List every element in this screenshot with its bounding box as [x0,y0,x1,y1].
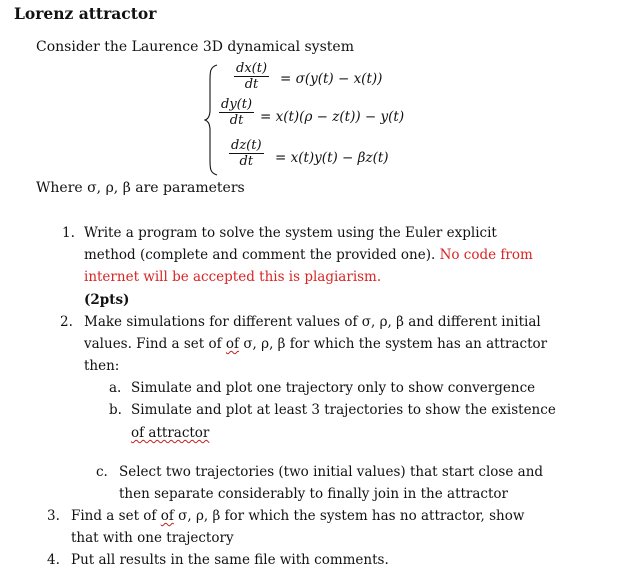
page-title: Lorenz attractor [14,4,157,23]
sub-item-c-marker: c. [96,464,108,480]
item-1-line-2-text: method (complete and comment the provided one). [84,247,436,263]
item-2-line-3: then: [84,358,120,374]
item-2-line-2-params: σ, ρ, β for which the system has an attractor [243,336,548,352]
equation-1-numerator: dx(t) [236,61,268,76]
sub-item-a-text: Simulate and plot one trajectory only to show convergence [131,380,536,396]
parameters-note: Where σ, ρ, β are parameters [36,180,245,196]
sub-item-c-line-1: Select two trajectories (two initial values) that start close and [119,464,544,480]
intro-text: Consider the Laurence 3D dynamical system [36,39,354,55]
equation-3-numerator: dz(t) [231,138,262,153]
equation-3-fraction [229,138,264,169]
sub-item-b-line-2: of attractor [131,425,210,441]
item-3-line-2: that with one trajectory [71,530,234,546]
duplicate-word-of-2: of [160,508,174,524]
item-2-line-2 [84,336,547,352]
item-4-marker: 4. [47,552,60,568]
plagiarism-warning-start: No code from [439,247,533,263]
sub-item-c-line-2: then separate considerably to finally join in the attractor [119,486,508,502]
item-3-line-1-text: Find a set of [71,508,157,524]
sub-item-b-marker: b. [109,402,122,418]
item-4-line-1: Put all results in the same file with comments. [71,552,389,568]
equation-2-rhs: = x(t)(ρ − z(t)) − y(t) [260,109,405,125]
item-1-line-1: Write a program to solve the system using the Euler explicit [84,225,497,241]
item-1-points: (2pts) [84,292,130,308]
left-brace [204,64,218,176]
equation-3-rhs: = x(t)y(t) − βz(t) [275,150,389,166]
item-1-marker: 1. [62,225,75,241]
equation-2-numerator: dy(t) [221,97,253,112]
equation-2-denominator: dt [219,112,254,128]
item-2-marker: 2. [60,314,73,330]
equation-2-fraction [219,97,254,128]
equation-1-denominator: dt [234,76,269,92]
plagiarism-warning: internet will be accepted this is plagiarism. [84,269,382,285]
item-3-line-1 [71,508,524,524]
item-3-line-1-params: σ, ρ, β for which the system has no attractor, show [178,508,525,524]
item-3-marker: 3. [47,508,60,524]
equation-1-rhs: = σ(y(t) − x(t)) [280,71,383,87]
item-2-line-2-text: values. Find a set of [84,336,222,352]
item-1-line-2 [84,247,533,263]
item-2-line-1: Make simulations for different values of σ, ρ, β and different initial [84,314,541,330]
sub-item-b-line-1: Simulate and plot at least 3 trajectories to show the existence [131,402,556,418]
duplicate-word-of: of [225,336,240,352]
equation-1-fraction [234,61,269,92]
sub-item-a-marker: a. [109,380,122,396]
equation-3-denominator: dt [229,153,264,169]
